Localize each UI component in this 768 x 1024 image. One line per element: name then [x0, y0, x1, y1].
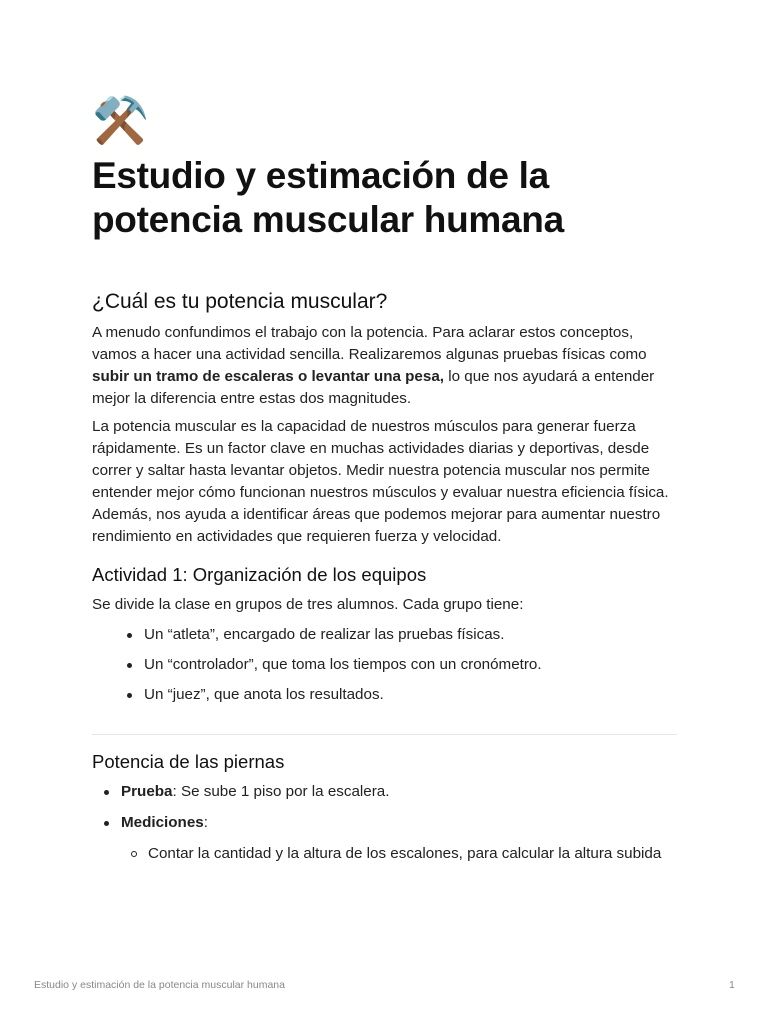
intro-text-end: lo que nos ayudará a entender mejor la diferencia entre estas dos magnitudes.	[92, 368, 655, 407]
definition-paragraph: La potencia muscular es la capacidad de nuestros músculos para generar fuerza rápidamente. Es un factor clave en muchas actividades diarias y deportivas, desde correr y saltar hasta levantar objetos. Medir nuestra potencia muscular nos permite entender mejor cómo funcionan nuestros músculos y evaluar nuestra eficiencia física. Además, nos ayuda a identificar áreas que podemos mejorar para aumentar nuestro rendimiento en actividades que requieren fuerza y velocidad.	[92, 418, 669, 545]
hammer-and-wrench-icon: ⚒️	[92, 93, 150, 147]
prueba-label: Prueba	[121, 783, 173, 800]
footer-title: Estudio y estimación de la potencia muscular humana	[34, 979, 285, 991]
list-item	[92, 781, 677, 803]
activity-heading: Actividad 1: Organización de los equipos	[92, 564, 427, 585]
legs-list	[92, 781, 677, 865]
legs-heading: Potencia de las piernas	[92, 751, 285, 772]
list-item	[92, 812, 677, 865]
section-heading-potencia: ¿Cuál es tu potencia muscular?	[92, 290, 388, 313]
intro-text-start: A menudo confundimos el trabajo con la potencia. Para aclarar estos conceptos, vamos a hacer una actividad sencilla. Realizaremos algunas pruebas físicas como	[92, 324, 647, 363]
intro-text-bold: subir un tramo de escaleras o levantar una pesa,	[92, 368, 444, 385]
mediciones-colon: :	[203, 814, 208, 831]
activity-intro: Se divide la clase en grupos de tres alumnos. Cada grupo tiene:	[92, 596, 524, 613]
section-divider	[92, 734, 677, 735]
mediciones-label: Mediciones	[121, 814, 204, 831]
list-item: Contar la cantidad y la altura de los escalones, para calcular la altura subida	[121, 843, 677, 865]
list-item: Un “atleta”, encargado de realizar las pruebas físicas.	[92, 624, 677, 646]
document-page	[92, 92, 677, 874]
page-number: 1	[729, 979, 735, 991]
list-item: Un “juez”, que anota los resultados.	[92, 684, 677, 706]
list-item: Un “controlador”, que toma los tiempos con un cronómetro.	[92, 654, 677, 676]
mediciones-sublist	[121, 843, 677, 865]
prueba-text: : Se sube 1 piso por la escalera.	[172, 783, 390, 800]
intro-paragraph	[92, 322, 677, 410]
page-title: Estudio y estimación de la potencia muscular humana	[92, 155, 564, 240]
team-roles-list	[92, 624, 677, 706]
